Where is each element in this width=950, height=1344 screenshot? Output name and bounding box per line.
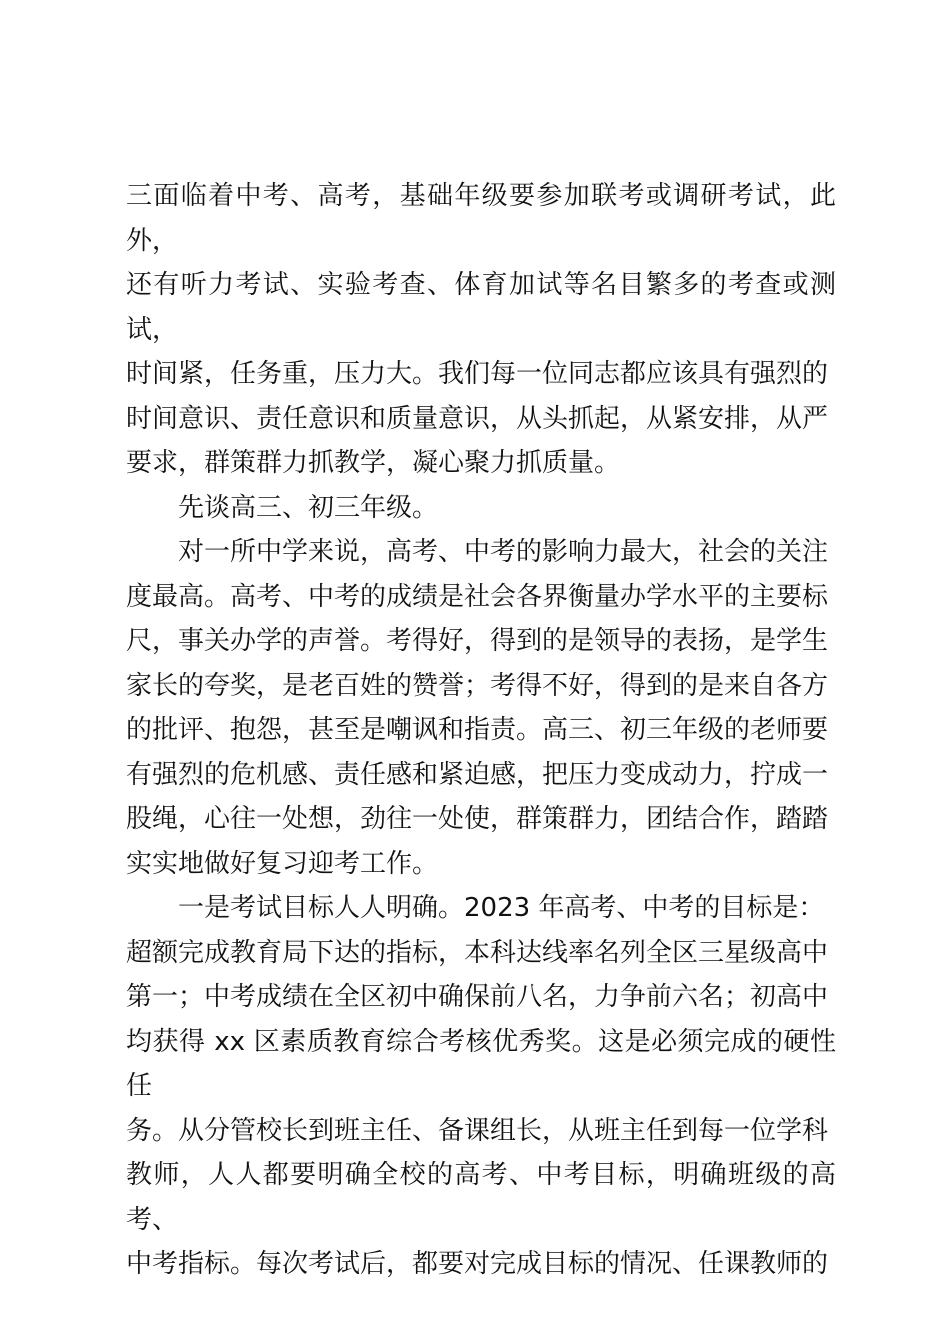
- text-line: 一是考试目标人人明确。2023 年高考、中考的目标是：: [178, 893, 825, 923]
- text-line: 有强烈的危机感、责任感和紧迫感，把压力变成动力，拧成一: [126, 759, 829, 790]
- text-line: 均获得 xx 区素质教育综合考核优秀奖。这是必须完成的硬性任: [126, 1026, 836, 1101]
- text-line: 实实地做好复习迎考工作。: [126, 848, 439, 879]
- text-line: 第一；中考成绩在全区初中确保前八名，力争前六名；初高中: [126, 982, 829, 1012]
- text-line: 度最高。高考、中考的成绩是社会各界衡量办学水平的主要标: [126, 581, 829, 612]
- text-line: 时间紧，任务重，压力大。我们每一位同志都应该具有强烈的: [126, 359, 829, 389]
- text-line: 的批评、抱怨，甚至是嘲讽和指责。高三、初三年级的老师要: [126, 715, 829, 745]
- text-line: 家长的夸奖，是老百姓的赞誉；考得不好，得到的是来自各方: [126, 670, 829, 701]
- paragraph-3: [126, 530, 836, 886]
- text-line: 还有听力考试、实验考查、体育加试等名目繁多的考查或测试，: [126, 270, 836, 345]
- text-line: 尺，事关办学的声誉。考得好，得到的是领导的表扬，是学生: [126, 626, 829, 656]
- text-line: 教师，人人都要明确全校的高考、中考目标，明确班级的高考、: [126, 1160, 836, 1235]
- paragraph-2: [126, 486, 836, 531]
- text-line: 中考指标。每次考试后，都要对完成目标的情况、任课教师的: [126, 1249, 829, 1279]
- text-line: 三面临着中考、高考，基础年级要参加联考或调研考试，此外，: [126, 181, 836, 256]
- text-line: 超额完成教育局下达的指标，本科达线率名列全区三星级高中: [126, 937, 829, 968]
- text-line: 对一所中学来说，高考、中考的影响力最大，社会的关注: [178, 537, 829, 567]
- text-line: 先谈高三、初三年级。: [178, 492, 439, 523]
- document-page: [126, 174, 836, 1287]
- paragraph-1: [126, 174, 836, 486]
- text-line: 时间意识、责任意识和质量意识，从头抓起，从紧安排，从严: [126, 403, 829, 434]
- text-line: 要求，群策群力抓教学，凝心聚力抓质量。: [126, 448, 621, 478]
- text-line: 务。从分管校长到班主任、备课组长，从班主任到每一位学科: [126, 1115, 829, 1146]
- paragraph-4: [126, 886, 836, 1287]
- text-line: 股绳，心往一处想，劲往一处使，群策群力，团结合作，踏踏: [126, 804, 829, 834]
